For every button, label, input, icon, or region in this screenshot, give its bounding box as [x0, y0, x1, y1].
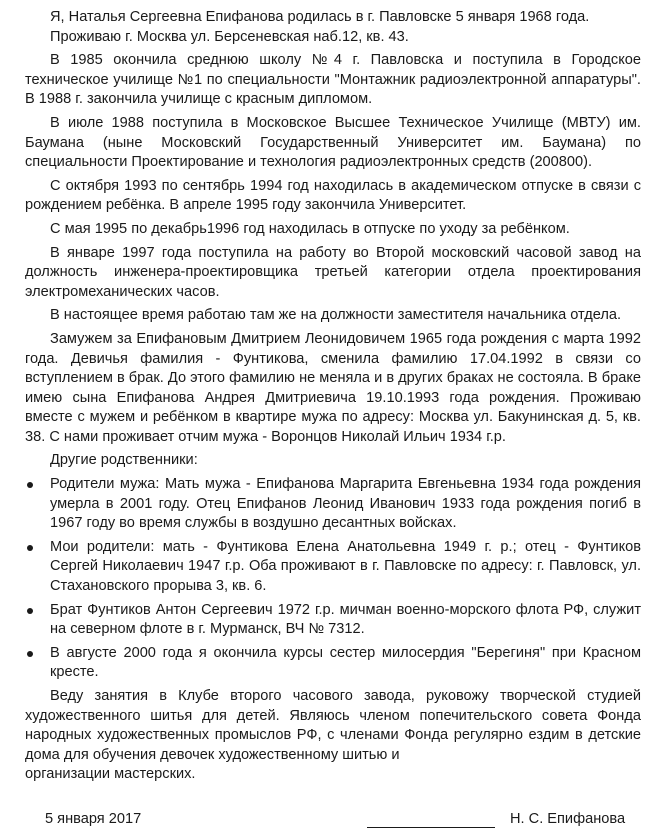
- list-item-text: В августе 2000 года я окончила курсы сестер милосердия "Берегиня" при Красном кресте.: [50, 644, 641, 681]
- paragraph-current-position: В настоящее время работаю там же на должности заместителя начальника отдела.: [50, 307, 622, 324]
- signature-line: [367, 827, 495, 828]
- document-date: 5 января 2017: [45, 811, 142, 827]
- paragraph-family: Замужем за Епифановым Дмитрием Леонидовичем 1965 года рождения с марта 1992 года. Девичья фамилия - Фунтикова, сменила фамилию 17.04.1992 в связи со вступлением в брак. До этого фамилию не меняла и в других браках не состояла. В браке имею сына Епифанова Андрея Дмитриевича 19.10.1993 года рождения. Проживаю вместе с мужем и ребёнком в квартире мужа по адресу: Москва ул. Бакунинская д. 5, кв. 38. С нами проживает отчим мужа - Воронцов Николай Ильич 1934 г.р.: [25, 330, 641, 445]
- paragraph-cut-line: организации мастерских.: [25, 766, 196, 783]
- list-item: [25, 644, 641, 683]
- list-item: [25, 538, 641, 597]
- list-item: [25, 601, 641, 640]
- list-item-text: Брат Фунтиков Антон Сергеевич 1972 г.р. мичман военно-морского флота РФ, служит на северном флоте в г. Мурманск, ВЧ № 7312.: [50, 601, 641, 638]
- bullet-icon: [27, 651, 33, 657]
- paragraph-academic-leave: С октября 1993 по сентябрь 1994 год находилась в академическом отпуске в связи с рождением ребёнка. В апреле 1995 году закончила Университет.: [25, 177, 641, 214]
- list-item-text: Мои родители: мать - Фунтикова Елена Анатольевна 1949 г. р.; отец - Фунтиков Сергей Николаевич 1947 г.р. Оба проживают в г. Павловске по адресу: г. Павловск, ул. Стахановского прорыва 3, кв. 6.: [50, 538, 641, 595]
- paragraph-volunteer: Веду занятия в Клубе второго часового завода, руковожу творческой студией художественного шитья для детей. Являюсь членом попечительского совета Фонда народных художественных промыслов РФ, с членами Фонда регулярно ездим в детские дома для обучения девочек художественному шитью и: [25, 688, 641, 763]
- autobiography-document: [25, 8, 641, 784]
- list-item-text: Родители мужа: Мать мужа - Епифанова Маргарита Евгеньевна 1934 года рождения умерла в 2001 году. Отец Епифанов Леонид Иванович 1933 года рождения погиб в 1967 году во время службы в воздушно десантных войсках.: [50, 476, 641, 532]
- paragraph-school: В 1985 окончила среднюю школу №4 г. Павловска и поступила в Городское техническое училище №1 по специальности "Монтажник радиоэлектронной аппаратуры". В 1988 г. закончила училище с красным дипломом.: [25, 52, 641, 108]
- paragraph-birth: Я, Наталья Сергеевна Епифанова родилась в г. Павловске 5 января 1968 года.: [50, 9, 590, 25]
- bullet-icon: [27, 608, 33, 614]
- relatives-list: [25, 475, 641, 683]
- paragraph-university: В июле 1988 поступила в Московское Высшее Техническое Училище (МВТУ) им. Баумана (ныне Московский Государственный Университет им. Баумана) по специальности Проектирование и технология радиоэлектронных средств (200800).: [25, 114, 641, 171]
- signer-name: Н. С. Епифанова: [510, 811, 626, 827]
- bullet-icon: [27, 545, 33, 551]
- paragraph-relatives-heading: Другие родственники:: [50, 452, 198, 469]
- list-item: [25, 475, 641, 534]
- paragraph-employment: В январе 1997 года поступила на работу во Второй московский часовой завод на должность инженера-проектировщика третьей категории отдела проектирования электромеханических часов.: [25, 244, 641, 300]
- bullet-icon: [27, 482, 33, 488]
- paragraph-residence: Проживаю г. Москва ул. Берсеневская наб.12, кв. 43.: [50, 28, 409, 45]
- paragraph-maternity-leave: С мая 1995 по декабрь1996 год находилась в отпуске по уходу за ребёнком.: [50, 220, 570, 237]
